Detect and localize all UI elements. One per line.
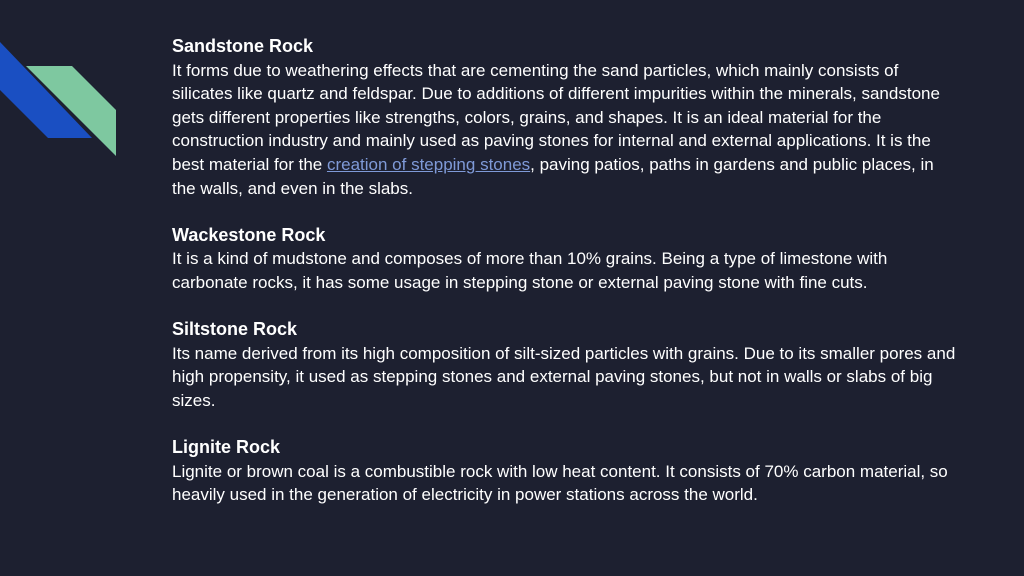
- section-body: Lignite or brown coal is a combustible rock with low heat content. It consists of 70% carbon material, so heavily used in the generation of electricity in power stations across the world.: [172, 461, 948, 505]
- section-siltstone: [172, 318, 962, 412]
- section-body: [172, 59, 962, 201]
- document-content: [172, 35, 962, 530]
- section-sandstone: [172, 35, 962, 200]
- section-wackestone: [172, 224, 962, 295]
- section-heading: Sandstone Rock: [172, 36, 314, 56]
- section-heading: Wackestone Rock: [172, 224, 326, 245]
- section-heading: Siltstone Rock: [172, 319, 298, 340]
- body-text: , paving patios, paths in gardens and public places, in the walls, and even in the slabs.: [172, 154, 934, 198]
- section-lignite: [172, 436, 962, 507]
- body-text: It forms due to weathering effects that are cementing the sand particles, which mainly consists of silicates like quartz and feldspar. Due to additions of different impurities within the minerals, sandstone gets different properties like strengths, colors, grains, and shapes. It is an ideal material for the construction industry and mainly used as paving stones for internal and external applications. It is the best material for the: [172, 60, 940, 174]
- section-body: It is a kind of mudstone and composes of more than 10% grains. Being a type of limestone with carbonate rocks, it has some usage in stepping stone or external paving stone with fine cuts.: [172, 249, 888, 292]
- stepping-stones-link[interactable]: creation of stepping stones: [326, 154, 531, 174]
- corner-decoration-stripes: [0, 0, 130, 170]
- section-heading: Lignite Rock: [172, 437, 281, 458]
- section-body: Its name derived from its high composition of silt-sized particles with grains. Due to its smaller pores and high propensity, it used as stepping stones and external paving stones, but not in walls or slabs of big sizes.: [172, 343, 956, 410]
